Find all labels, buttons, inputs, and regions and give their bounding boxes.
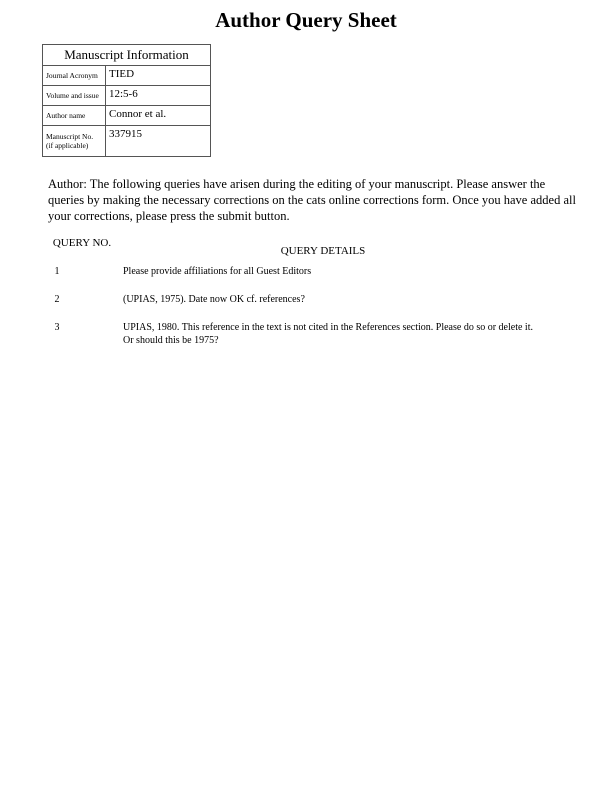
query-details-header: QUERY DETAILS bbox=[280, 245, 366, 257]
table-row bbox=[43, 86, 211, 106]
author-name-label: Author name bbox=[43, 106, 106, 126]
table-row bbox=[43, 66, 211, 86]
volume-issue-label: Volume and issue bbox=[43, 86, 106, 106]
manuscript-no-label: Manuscript No. (if applicable) bbox=[43, 126, 106, 157]
author-instructions: Author: The following queries have arisen during the editing of your manuscript. Please answer the queries by making the necessary corrections on the cats online corrections form. Once you have added all your corrections, please press the submit button. bbox=[48, 177, 576, 223]
journal-acronym-label: Journal Acronym bbox=[43, 66, 106, 86]
manuscript-no-value: 337915 bbox=[106, 126, 211, 157]
query-number: 3 bbox=[54, 322, 60, 333]
volume-issue-value: 12:5-6 bbox=[106, 86, 211, 106]
manuscript-info-table bbox=[42, 44, 211, 157]
query-text: UPIAS, 1980. This reference in the text is not cited in the References section. Please do so or delete it. Or should this be 1975? bbox=[123, 322, 533, 346]
author-name-value: Connor et al. bbox=[106, 106, 211, 126]
query-text: (UPIAS, 1975). Date now OK cf. references? bbox=[123, 294, 305, 305]
manuscript-info-header: Manuscript Information bbox=[43, 45, 211, 66]
query-text: Please provide affiliations for all Guest Editors bbox=[123, 266, 312, 277]
table-row bbox=[43, 126, 211, 157]
page-title: Author Query Sheet bbox=[215, 8, 397, 32]
table-row bbox=[43, 106, 211, 126]
query-number: 1 bbox=[54, 266, 60, 277]
journal-acronym-value: TIED bbox=[106, 66, 211, 86]
query-no-header: QUERY NO. bbox=[52, 237, 112, 249]
query-number: 2 bbox=[54, 294, 60, 305]
